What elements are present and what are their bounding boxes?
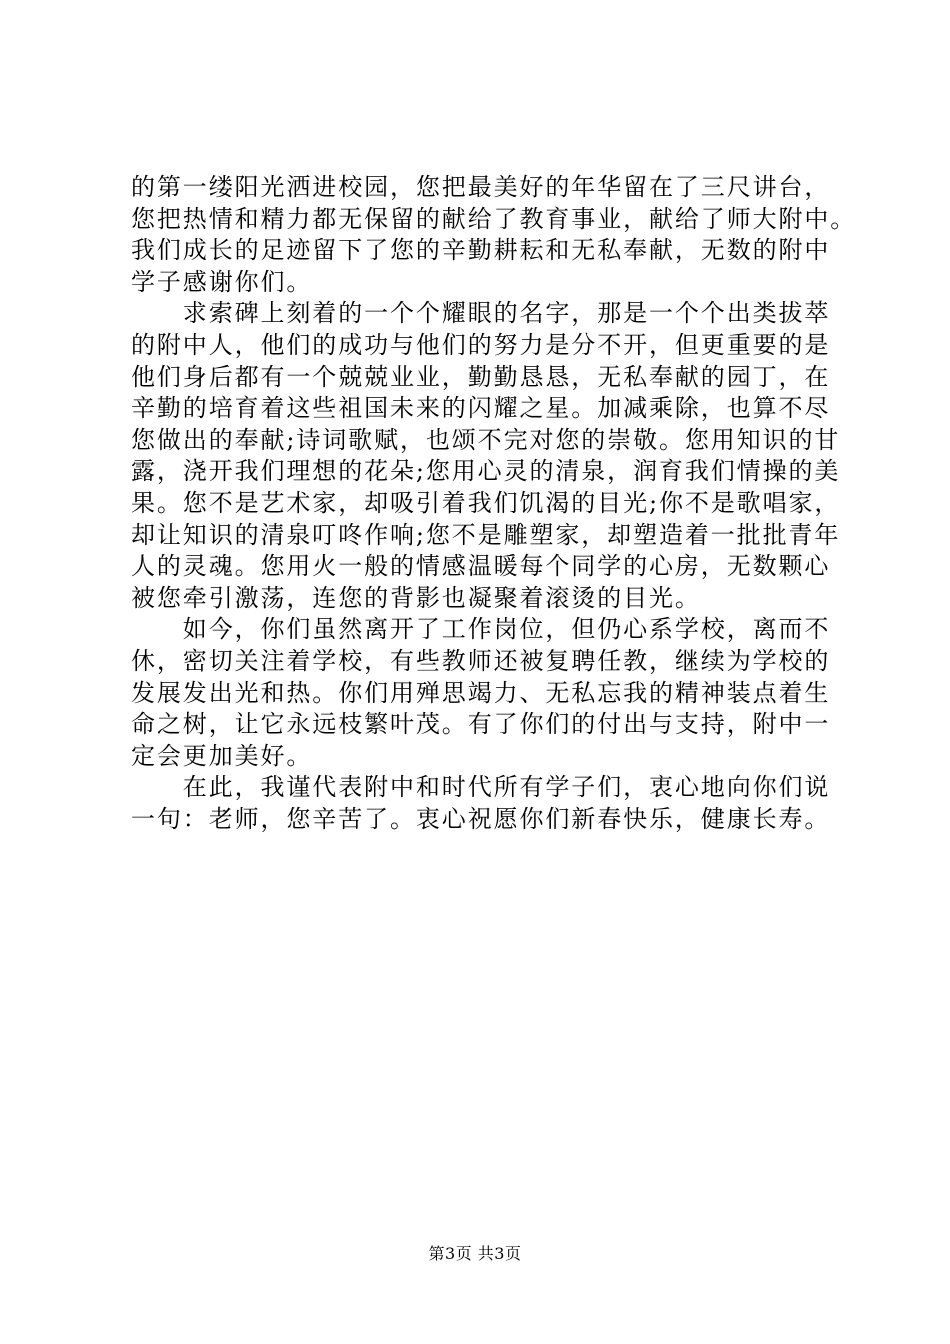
text-line: 辛勤的培育着这些祖国未来的闪耀之星。加减乘除，也算不尽 — [131, 394, 831, 423]
text-line: 的第一缕阳光洒进校园，您把最美好的年华留在了三尺讲台， — [131, 173, 831, 201]
text-line: 如今，你们虽然离开了工作岗位，但仍心系学校，离而不 — [131, 615, 831, 644]
text-line: 定会更加美好。 — [131, 741, 313, 770]
text-line: 学子感谢你们。 — [131, 267, 313, 296]
text-line: 他们身后都有一个兢兢业业，勤勤恳恳，无私奉献的园丁，在 — [131, 362, 831, 391]
text-line: 露，浇开我们理想的花朵;您用心灵的清泉，润育我们情操的美 — [131, 457, 841, 486]
text-line: 人的灵魂。您用火一般的情感温暖每个同学的心房，无数颗心 — [131, 552, 831, 581]
text-line: 求索碑上刻着的一个个耀眼的名字，那是一个个出类拔萃 — [131, 299, 831, 328]
text-line: 果。您不是艺术家，却吸引着我们饥渴的目光;你不是歌唱家， — [131, 488, 841, 517]
text-line: 在此，我谨代表附中和时代所有学子们，衷心地向你们说 — [131, 773, 831, 802]
text-line: 您做出的奉献;诗词歌赋，也颂不完对您的崇敬。您用知识的甘 — [131, 425, 841, 454]
text-line: 的附中人，他们的成功与他们的努力是分不开，但更重要的是 — [131, 330, 831, 359]
page-number-footer: 第3页 共3页 — [428, 1244, 522, 1263]
text-line: 您把热情和精力都无保留的献给了教育事业，献给了师大附中。 — [131, 204, 857, 233]
text-line: 发展发出光和热。你们用殚思竭力、无私忘我的精神装点着生 — [131, 678, 831, 707]
text-line: 命之树，让它永远枝繁叶茂。有了你们的付出与支持，附中一 — [131, 710, 831, 739]
text-line: 却让知识的清泉叮咚作响;您不是雕塑家，却塑造着一批批青年 — [131, 520, 841, 549]
text-line: 我们成长的足迹留下了您的辛勤耕耘和无私奉献，无数的附中 — [131, 236, 831, 265]
body-text — [131, 172, 857, 835]
text-line: 被您牵引激荡，连您的背影也凝聚着滚烫的目光。 — [131, 583, 701, 612]
text-line: 一句：老师，您辛苦了。衷心祝愿你们新春快乐，健康长寿。 — [131, 804, 831, 833]
text-line: 休，密切关注着学校，有些教师还被复聘任教，继续为学校的 — [131, 646, 831, 675]
